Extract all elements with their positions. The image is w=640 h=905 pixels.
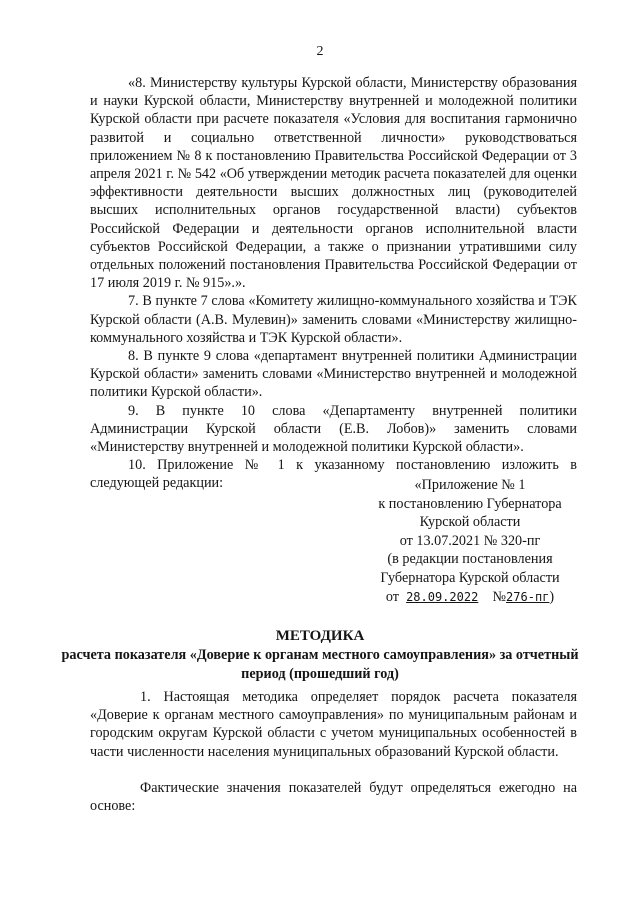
- method-paragraph-2: Фактические значения показателей будут определяться ежегодно на основе:: [90, 779, 577, 815]
- method-paragraph-1: 1. Настоящая методика определяет порядок расчета показателя «Доверие к органам местного самоуправления» по муниципальным районам и городским округам Курской области с учетом муниципальных особенностей в части численности населения муниципальных образований Курской области.: [90, 689, 577, 760]
- annex-line: от 13.07.2021 № 320-пг: [399, 532, 541, 549]
- paragraph-9-item: 9. В пункте 10 слова «Департаменту внутренней политики Администрации Курской области (Е.В. Лобов)» заменить словами «Министерству внутренней и молодежной политики Курской области».: [90, 402, 577, 456]
- annex-line: «Приложение № 1: [414, 477, 526, 493]
- annex-header: [360, 476, 580, 606]
- annex-date-line: [360, 588, 580, 607]
- annex-date-value: 28.09.2022: [406, 589, 479, 604]
- annex-date-suffix: ): [549, 588, 555, 605]
- page-number: 2: [316, 44, 324, 59]
- paragraph-7-item: 7. В пункте 7 слова «Комитету жилищно-коммунального хозяйства и ТЭК Курской области (А.В. Мулевин)» заменить словами «Министерству жилищно-коммунального хозяйства и ТЭК Курской области».: [90, 293, 577, 346]
- methodology-text: [90, 688, 577, 815]
- annex-line: Губернатора Курской области: [380, 569, 560, 586]
- title-main: МЕТОДИКА: [275, 628, 365, 644]
- annex-line: к постановлению Губернатора: [378, 495, 562, 512]
- annex-number-prefix: №: [492, 588, 507, 605]
- methodology-title: [60, 626, 580, 683]
- annex-date-prefix: от: [385, 588, 399, 605]
- paragraph-10-item: 10. Приложение № 1 к указанному постановлению изложить в следующей редакции:: [90, 457, 577, 492]
- annex-line: (в редакции постановления: [387, 551, 553, 568]
- title-subtitle: расчета показателя «Доверие к органам местного самоуправления» за отчетный период (прошедший год): [61, 647, 579, 682]
- paragraph-8-item: 8. В пункте 9 слова «департамент внутренней политики Администрации Курской области» заменить словами «Министерство внутренней и молодежной политики Курской области».: [90, 348, 577, 401]
- annex-line: Курской области: [419, 514, 521, 531]
- annex-number-value: 276-пг: [506, 589, 550, 604]
- paragraph-8: «8. Министерству культуры Курской области, Министерству образования и науки Курской области, Министерству внутренней и молодежной политики Курской области при расчете показателя «Условия для воспитания гармонично развитой и социально ответственной личности» руководствоваться приложением № 8 к постановлению Правительства Российской Федерации от 3 апреля 2021 г. № 542 «Об утверждении методик расчета показателей для оценки эффективности деятельности высших должностных лиц (руководителей высших исполнительных органов государственной власти) субъектов Российской Федерации и деятельности органов исполнительной власти субъектов Российской Федерации, а также о признании утратившими силу отдельных положений постановления Правительства Российской Федерации от 17 июля 2019 г. № 915».».: [90, 75, 577, 292]
- amendment-text: [90, 74, 577, 493]
